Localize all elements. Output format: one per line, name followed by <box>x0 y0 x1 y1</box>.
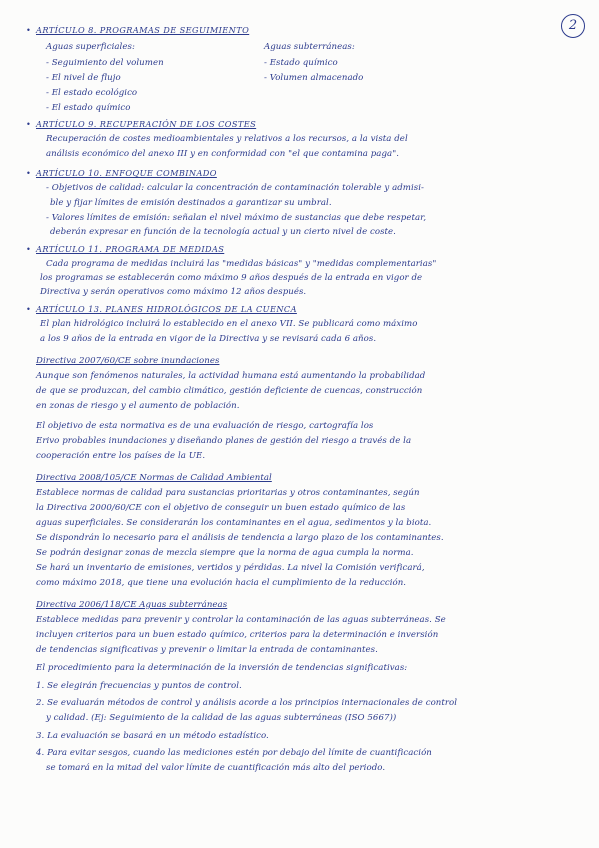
note-line: Aguas superficiales: <box>46 42 135 52</box>
note-line: Se podrán designar zonas de mezcla siempre que la norma de agua cumpla la norma. <box>36 548 414 558</box>
note-line: Directiva 2008/105/CE Normas de Calidad Ambiental <box>36 473 272 483</box>
note-line: de tendencias significativas y prevenir o limitar la entrada de contaminantes. <box>36 645 378 655</box>
note-line: los programas se establecerán como máximo 9 años después de la entrada en vigor de <box>40 273 423 283</box>
note-line: análisis económico del anexo III y en conformidad con "el que contamina paga". <box>46 149 399 159</box>
note-line: ble y fijar límites de emisión destinados a garantizar su umbral. <box>50 198 332 208</box>
note-line: Aguas subterráneas: <box>264 42 355 52</box>
note-line: El objetivo de esta normativa es de una evaluación de riesgo, cartografía los <box>36 421 374 431</box>
note-line: - Seguimiento del volumen <box>46 58 164 68</box>
note-line: Se hará un inventario de emisiones, vertidos y pérdidas. La nivel la Comisión verificará, <box>36 563 425 573</box>
note-line: 1. Se elegirán frecuencias y puntos de control. <box>36 681 242 691</box>
note-line: Aunque son fenómenos naturales, la actividad humana está aumentando la probabilidad <box>36 371 426 381</box>
note-line: incluyen criterios para un buen estado químico, criterios para la determinación e inversión <box>36 630 439 640</box>
note-line: 2. Se evaluarán métodos de control y análisis acorde a los principios internacionales de control <box>36 698 458 708</box>
note-line: Directiva 2007/60/CE sobre inundaciones <box>36 356 220 366</box>
note-line: de que se produzcan, del cambio climático, gestión deficiente de cuencas, construcción <box>36 386 423 396</box>
note-line: Directiva 2006/118/CE Aguas subterráneas <box>36 600 228 610</box>
note-line: - Objetivos de calidad: calcular la concentración de contaminación tolerable y admisi- <box>46 183 425 193</box>
note-line: - El estado ecológico <box>46 88 138 98</box>
note-line: aguas superficiales. Se considerarán los contaminantes en el agua, sedimentos y la biota. <box>36 518 432 528</box>
note-line: • ARTÍCULO 13. PLANES HIDROLÓGICOS DE LA CUENCA <box>36 304 297 315</box>
note-line: - Volumen almacenado <box>264 73 364 83</box>
note-line: deberán expresar en función de la tecnología actual y un cierto nivel de coste. <box>50 227 396 237</box>
note-line: • ARTÍCULO 11. PROGRAMA DE MEDIDAS <box>36 244 224 255</box>
note-line: 4. Para evitar sesgos, cuando las mediciones estén por debajo del límite de cuantificación <box>36 748 432 758</box>
note-line: se tomará en la mitad del valor límite de cuantificación más alto del periodo. <box>46 763 386 773</box>
note-line: en zonas de riesgo y el aumento de población. <box>36 401 240 411</box>
note-line: como máximo 2018, que tiene una evolución hacia el cumplimiento de la reducción. <box>36 578 407 588</box>
note-line: - Estado químico <box>264 58 338 68</box>
note-line: - Valores límites de emisión: señalan el nivel máximo de sustancias que debe respetar, <box>46 213 427 223</box>
note-line: Establece normas de calidad para sustancias prioritarias y otros contaminantes, según <box>36 488 420 498</box>
note-line: • ARTÍCULO 8. PROGRAMAS DE SEGUIMIENTO <box>36 25 249 36</box>
note-line: El plan hidrológico incluirá lo establecido en el anexo VII. Se publicará como máximo <box>40 319 418 329</box>
note-line: El procedimiento para la determinación de la inversión de tendencias significativas: <box>36 663 408 673</box>
note-line: Se dispondrán lo necesario para el análisis de tendencia a largo plazo de los contaminantes. <box>36 533 444 543</box>
note-line: cooperación entre los países de la UE. <box>36 451 206 461</box>
note-line: - El nivel de flujo <box>46 73 121 83</box>
note-line: Establece medidas para prevenir y controlar la contaminación de las aguas subterráneas. Se <box>36 615 446 625</box>
note-line: Erivo probables inundaciones y diseñando planes de gestión del riesgo a través de la <box>36 436 412 446</box>
note-line: - El estado químico <box>46 103 131 113</box>
note-line: • ARTÍCULO 9. RECUPERACIÓN DE LOS COSTES <box>36 119 256 130</box>
note-line: la Directiva 2000/60/CE con el objetivo de conseguir un buen estado químico de las <box>36 503 406 513</box>
note-line: a los 9 años de la entrada en vigor de la Directiva y se revisará cada 6 años. <box>40 334 377 344</box>
note-line: Directiva y serán operativos como máximo 12 años después. <box>40 287 307 297</box>
note-line: • ARTÍCULO 10. ENFOQUE COMBINADO <box>36 168 217 179</box>
page-number: 2 <box>561 14 585 38</box>
note-line: y calidad. (Ej: Seguimiento de la calidad de las aguas subterráneas (ISO 5667)) <box>46 713 397 723</box>
note-line: 3. La evaluación se basará en un método estadístico. <box>36 731 269 741</box>
note-line: Recuperación de costes medioambientales y relativos a los recursos, a la vista del <box>46 134 408 144</box>
note-line: Cada programa de medidas incluirá las "medidas básicas" y "medidas complementarias" <box>46 259 437 269</box>
